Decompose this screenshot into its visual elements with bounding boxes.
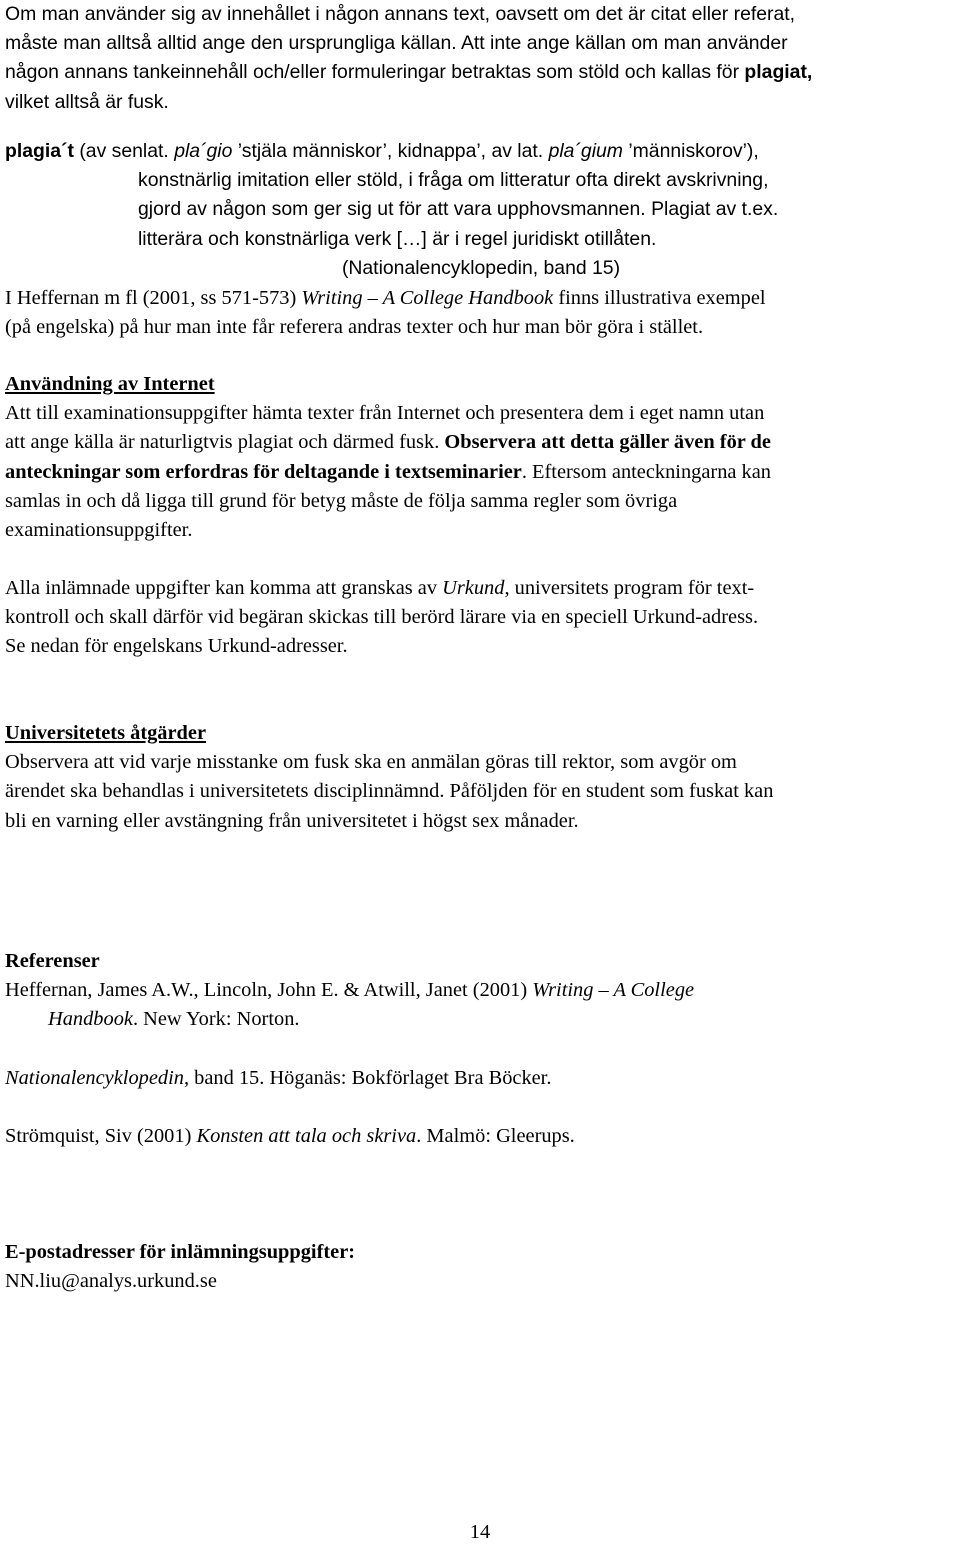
reference-title: Writing – A College (532, 979, 695, 1002)
measures-heading-text: Universitetets åtgärder (5, 722, 206, 744)
heffernan-text: I Heffernan m fl (2001, ss 571-573) (5, 287, 302, 309)
email-address: NN.liu@analys.urkund.se (5, 1270, 217, 1293)
internet-line-3 (5, 458, 957, 487)
intro-line-1: Om man använder sig av innehållet i någon annans text, oavsett om det är citat eller referat, (5, 3, 796, 25)
email-heading-text: E-postadresser för inlämningsuppgifter: (5, 1241, 356, 1263)
internet-emphasis: anteckningar som erfordras för deltagande i textseminarier (5, 460, 522, 483)
intro-line-2: måste man alltså alltid ange den ursprungliga källan. Att inte ange källan om man använder (5, 32, 788, 55)
internet-line-5: examinationsuppgifter. (5, 519, 193, 542)
dictionary-text: (av senlat. (73, 140, 175, 162)
dictionary-italic: pla´gium (548, 140, 623, 162)
heffernan-paragraph (5, 284, 957, 342)
reference-2 (5, 1064, 957, 1093)
page-number: 14 (469, 1521, 491, 1543)
dictionary-italic: pla´gio (174, 140, 233, 162)
internet-line-2 (5, 428, 957, 457)
dictionary-entry (5, 137, 957, 283)
reference-text: Strömquist, Siv (2001) (5, 1125, 197, 1148)
urkund-line-3: Se nedan för engelskans Urkund-adresser. (5, 635, 348, 658)
dictionary-text: ’människorov’), (622, 140, 759, 162)
book-title: Writing – A College Handbook (301, 287, 554, 309)
plagiat-term: plagiat, (744, 61, 813, 84)
dictionary-source: (Nationalencyklopedin, band 15) (341, 256, 621, 279)
email-heading (5, 1238, 957, 1267)
references-heading-text: Referenser (5, 950, 100, 972)
internet-text: att ange källa är naturligtvis plagiat och därmed fusk. (5, 431, 445, 454)
email-section (5, 1238, 957, 1296)
dictionary-line-1 (5, 137, 957, 166)
dictionary-line-3: gjord av någon som ger sig ut för att vara upphovsmannen. Plagiat av t.ex. (138, 198, 779, 221)
internet-section (5, 370, 957, 545)
urkund-name: Urkund (442, 577, 505, 599)
intro-line-4: vilket alltså är fusk. (5, 90, 169, 113)
reference-3 (5, 1122, 957, 1151)
heffernan-line-1 (5, 284, 957, 313)
reference-text: . New York: Norton. (132, 1008, 300, 1031)
reference-title: Konsten att tala och skriva (196, 1125, 417, 1148)
measures-heading (5, 719, 957, 748)
references-heading (5, 947, 957, 976)
reference-text: . Malmö: Gleerups. (416, 1125, 575, 1148)
internet-emphasis: Observera att detta gäller även för de (444, 431, 771, 454)
intro-line-3-text: någon annans tankeinnehåll och/eller formuleringar betraktas som stöld och kallas för (5, 61, 745, 84)
measures-line-3: bli en varning eller avstängning från universitetet i högst sex månader. (5, 809, 579, 832)
measures-line-2: ärendet ska behandlas i universitetets disciplinnämnd. Påföljden för en student som fuskat kan (5, 780, 774, 803)
dictionary-line-2: konstnärlig imitation eller stöld, i fråga om litteratur ofta direkt avskrivning, (138, 169, 769, 192)
internet-heading-text: Användning av Internet (5, 373, 215, 395)
measures-section (5, 719, 957, 836)
measures-line-1: Observera att vid varje misstanke om fusk ska en anmälan göras till rektor, som avgör om (5, 751, 737, 774)
intro-paragraph (5, 0, 957, 117)
dictionary-line-4: litterära och konstnärliga verk […] är i regel juridiskt otillåten. (138, 227, 657, 250)
intro-line-3 (5, 58, 957, 87)
dictionary-headword: plagia´t (5, 140, 74, 162)
urkund-text: , universitets program för text- (504, 577, 755, 599)
dictionary-text: ’stjäla människor’, kidnappa’, av lat. (232, 140, 549, 162)
references-section (5, 947, 957, 1151)
internet-text: . Eftersom anteckningarna kan (521, 460, 771, 483)
urkund-line-1 (5, 574, 957, 603)
heffernan-text: finns illustrativa exempel (553, 287, 766, 309)
reference-1-line-1 (5, 976, 957, 1005)
internet-line-1: Att till examinationsuppgifter hämta texter från Internet och presentera dem i eget namn utan (5, 402, 765, 425)
reference-title: Nationalencyklopedin (5, 1066, 184, 1089)
reference-title: Handbook (48, 1008, 133, 1031)
reference-text: , band 15. Höganäs: Bokförlaget Bra Böcker. (183, 1066, 552, 1089)
urkund-paragraph (5, 574, 957, 662)
urkund-line-2: kontroll och skall därför vid begäran skickas till berörd lärare via en speciell Urkund-adress. (5, 606, 759, 629)
heffernan-line-2: (på engelska) på hur man inte får referera andras texter och hur man bör göra i stället. (5, 316, 704, 339)
internet-heading (5, 370, 957, 399)
urkund-text: Alla inlämnade uppgifter kan komma att granskas av (5, 577, 443, 599)
reference-1-line-2 (5, 1005, 957, 1034)
internet-line-4: samlas in och då ligga till grund för betyg måste de följa samma regler som övriga (5, 489, 678, 512)
reference-text: Heffernan, James A.W., Lincoln, John E. & Atwill, Janet (2001) (5, 979, 533, 1002)
